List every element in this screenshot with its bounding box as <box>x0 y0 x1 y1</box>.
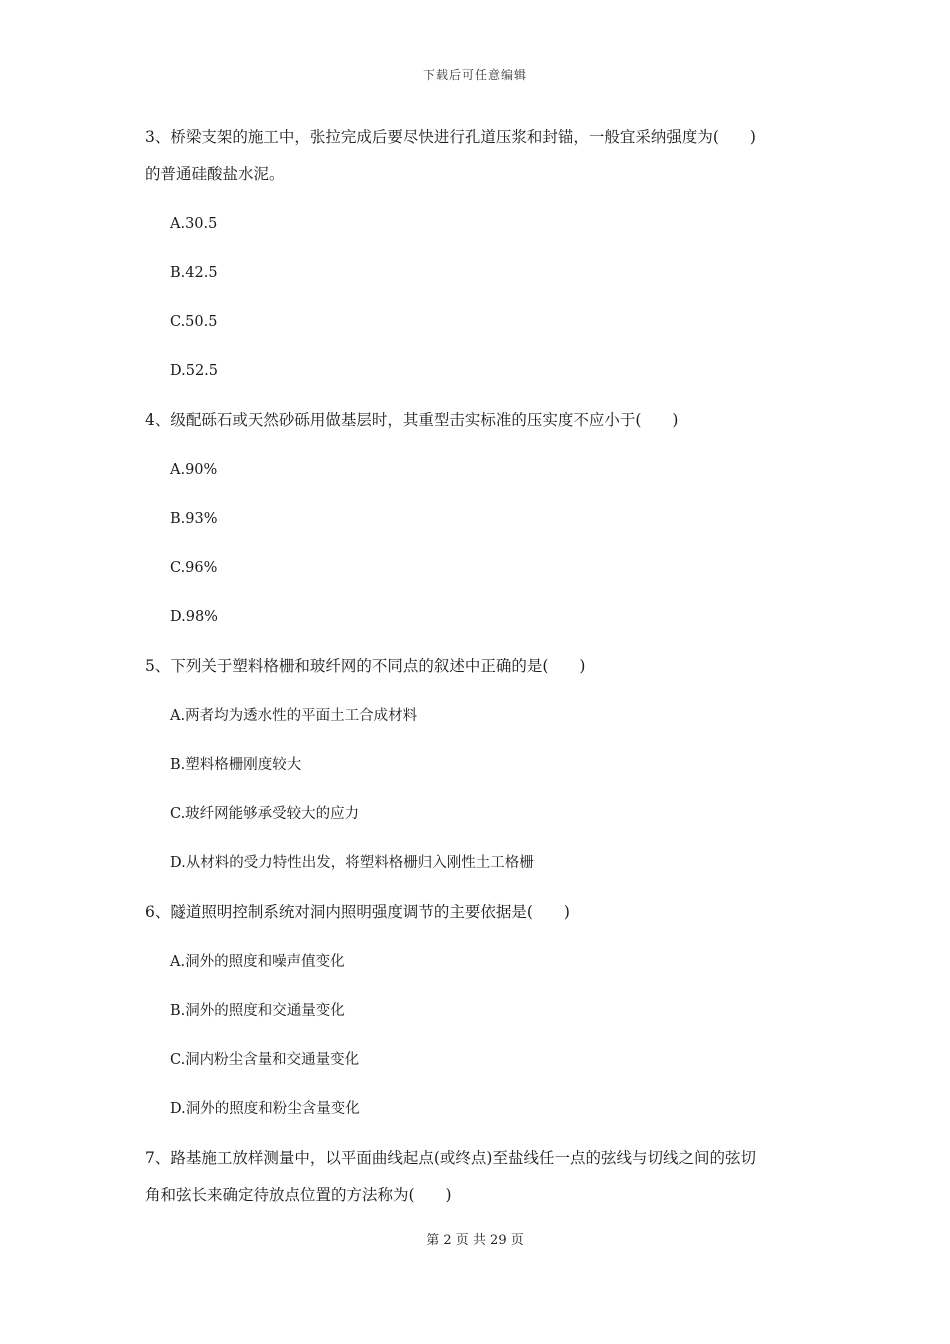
question-6-option-c: C.洞内粉尘含量和交通量变化 <box>170 1052 360 1068</box>
question-5-option-b: B.塑料格栅刚度较大 <box>170 757 302 773</box>
question-6-option-a: A.洞外的照度和噪声值变化 <box>170 954 345 970</box>
question-4-option-b: B.93% <box>170 511 218 527</box>
question-6-option-d: D.洞外的照度和粉尘含量变化 <box>170 1101 360 1117</box>
question-3-line-1: 3、桥梁支架的施工中，张拉完成后要尽快进行孔道压浆和封锚，一般宜采纳强度为( ) <box>145 128 756 146</box>
question-4-option-d: D.98% <box>170 609 218 625</box>
question-7-line-1: 7、路基施工放样测量中，以平面曲线起点(或终点)至盐线任一点的弦线与切线之间的弦切 <box>145 1149 756 1167</box>
question-7-line-2: 角和弦长来确定待放点位置的方法称为( ) <box>145 1186 452 1204</box>
question-5-option-c: C.玻纤网能够承受较大的应力 <box>170 806 360 822</box>
question-4-option-a: A.90% <box>170 462 218 478</box>
question-5-option-a: A.两者均为透水性的平面土工合成材料 <box>170 708 418 724</box>
question-6-option-b: B.洞外的照度和交通量变化 <box>170 1003 345 1019</box>
question-4-line-1: 4、级配砾石或天然砂砾用做基层时，其重型击实标准的压实度不应小于( ) <box>145 411 679 429</box>
question-3-option-b: B.42.5 <box>170 265 218 281</box>
question-3-option-d: D.52.5 <box>170 363 219 379</box>
question-3-option-c: C.50.5 <box>170 314 218 330</box>
question-5-line-1: 5、下列关于塑料格栅和玻纤网的不同点的叙述中正确的是( ) <box>145 657 586 675</box>
question-4-option-c: C.96% <box>170 560 218 576</box>
question-6-line-1: 6、隧道照明控制系统对洞内照明强度调节的主要依据是( ) <box>145 903 570 921</box>
question-3-line-2: 的普通硅酸盐水泥。 <box>145 165 285 183</box>
question-5-option-d: D.从材料的受力特性出发，将塑料格栅归入刚性土工格栅 <box>170 855 534 871</box>
page-footer: 第 2 页 共 29 页 <box>426 1233 524 1248</box>
question-3-option-a: A.30.5 <box>170 216 218 232</box>
page-header: 下载后可任意编辑 <box>422 68 527 82</box>
